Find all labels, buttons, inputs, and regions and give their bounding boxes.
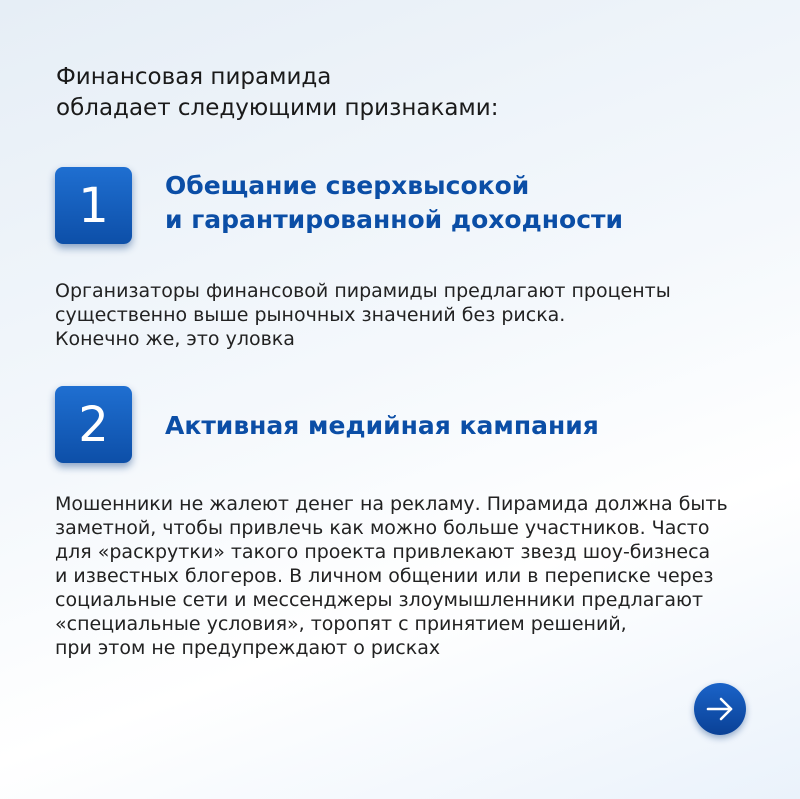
item-text-line: при этом не предупреждают о рисках (55, 637, 441, 659)
item-title-1 (165, 169, 623, 237)
heading-line: Финансовая пирамида (56, 64, 332, 90)
item-title-line: Обещание сверхвысокой (165, 171, 530, 200)
item-title-line: Активная медийная кампания (165, 411, 599, 440)
item-text-line: и известных блогеров. В личном общении или в переписке через (55, 565, 714, 587)
number-badge-1: 1 (55, 167, 132, 244)
item-title-line: и гарантированной доходности (165, 205, 624, 234)
item-description-2 (55, 492, 728, 660)
item-text-line: Мошенники не жалеют денег на рекламу. Пирамида должна быть (55, 493, 728, 515)
item-title-2 (165, 409, 599, 443)
item-text-line: существенно выше рыночных значений без риска. (55, 304, 566, 326)
item-description-1 (55, 279, 671, 351)
item-text-line: заметной, чтобы привлечь как можно больше участников. Часто (55, 517, 710, 539)
item-text-line: Конечно же, это уловка (55, 328, 295, 350)
next-button[interactable] (694, 683, 746, 735)
item-text-line: для «раскрутки» такого проекта привлекают звезд шоу-бизнеса (55, 541, 711, 563)
page-heading (56, 62, 498, 124)
item-text-line: Организаторы финансовой пирамиды предлагают проценты (55, 280, 671, 302)
item-text-line: «специальные условия», торопят с принятием решений, (55, 613, 627, 635)
heading-line: обладает следующими признаками: (56, 95, 499, 121)
item-text-line: социальные сети и мессенджеры злоумышленники предлагают (55, 589, 704, 611)
arrow-right-icon (704, 693, 736, 725)
number-badge-2: 2 (55, 386, 132, 463)
